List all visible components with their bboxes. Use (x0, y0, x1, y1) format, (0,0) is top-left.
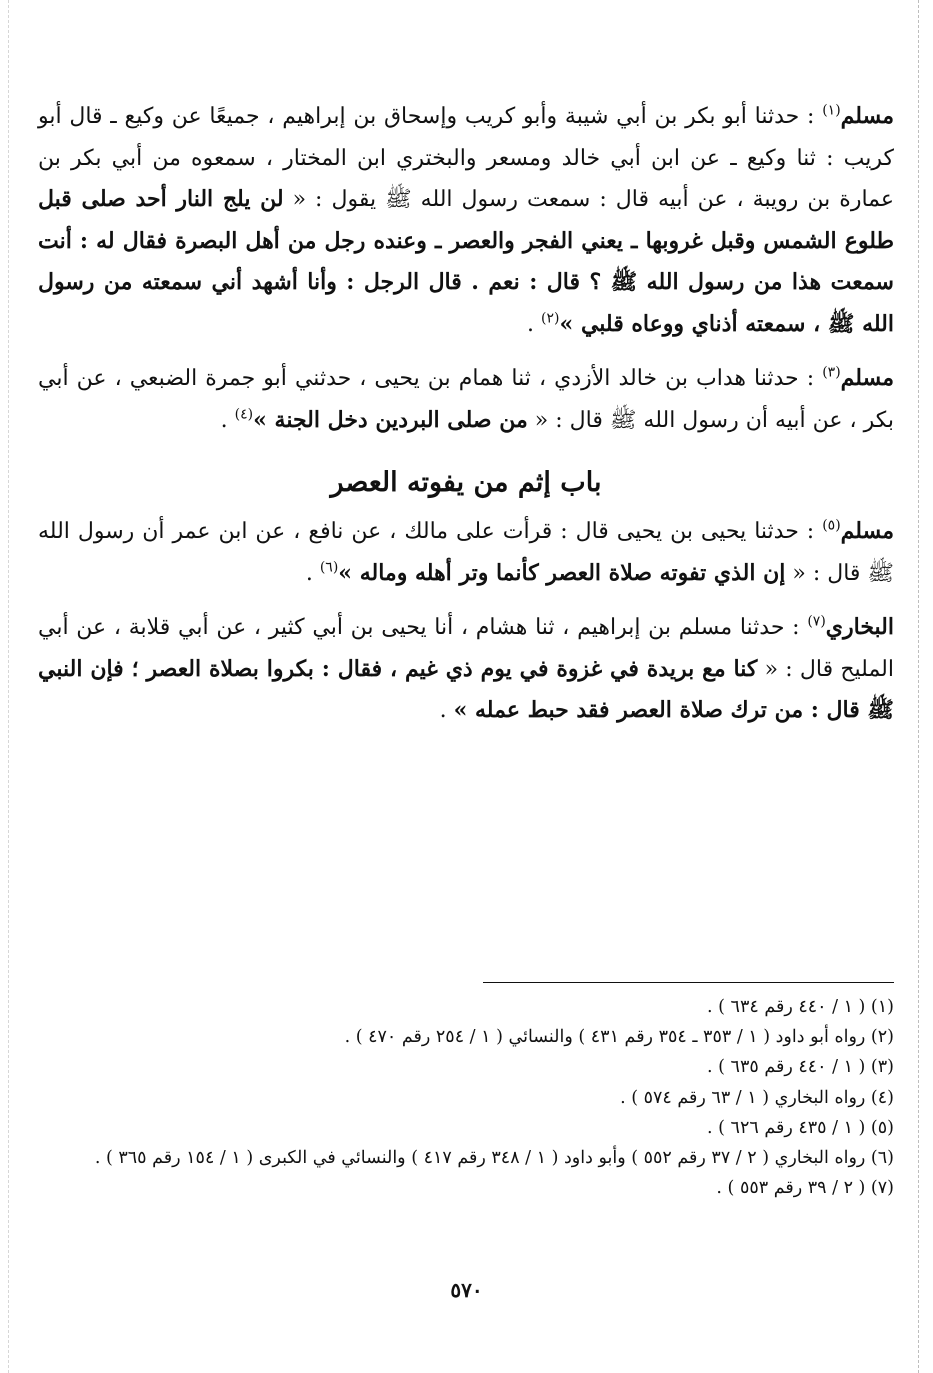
narrator: البخاري (825, 614, 894, 640)
hadith-text: كنا مع بريدة في غزوة في يوم ذي غيم ، فقال : بكروا بصلاة العصر ؛ فإن النبي ﷺ قال : من ترك صلاة العصر فقد حبط عمله (38, 655, 894, 723)
footnote-ref: (٥) (822, 517, 841, 534)
footnote-ref: (٢) (541, 310, 560, 327)
isnad-text: : حدثنا مسلم بن إبراهيم ، ثنا هشام ، أنا يحيى بن أبي كثير ، عن أبي قلابة ، عن أبي المليح قال : « (38, 615, 894, 682)
hadith-paragraph-3 (38, 511, 894, 594)
narrator: مسلم (840, 365, 894, 391)
hadith-text: من صلى البردين دخل الجنة (274, 406, 528, 433)
footnote-item: (٣) ( ١ / ٤٤٠ رقم ٦٣٥ ) . (707, 1057, 894, 1078)
hadith-text: إن الذي تفوته صلاة العصر كأنما وتر أهله وماله (359, 559, 786, 586)
footnote-ref: (٣) (822, 364, 841, 381)
isnad-text: : حدثنا يحيى بن يحيى قال : قرأت على مالك ، عن نافع ، عن ابن عمر أن رسول الله ﷺ قال : « (38, 519, 894, 586)
left-margin-line (8, 0, 9, 1373)
hadith-paragraph-2 (38, 358, 894, 441)
period: . (220, 407, 235, 433)
period: . (527, 311, 542, 337)
footnote-item: (٧) ( ٢ / ٣٩ رقم ٥٥٣ ) . (716, 1178, 894, 1199)
hadith-text: لن يلج النار أحد صلى قبل طلوع الشمس وقبل غروبها ـ يعني الفجر والعصر ـ وعنده رجل من أهل البصرة فقال له : أنت سمعت هذا من رسول الله ﷺ ؟ قال : نعم . قال الرجل : وأنا أشهد أني سمعته من رسول الله ﷺ ، سمعته أذناي ووعاه قلبي (38, 186, 894, 337)
chapter-title: باب إثم من يفوته العصر (330, 467, 602, 498)
period: . (305, 560, 320, 586)
footnote-item: (٥) ( ١ / ٤٣٥ رقم ٦٢٦ ) . (707, 1117, 894, 1138)
footnote-item: (٢) رواه أبو داود ( ١ / ٣٥٣ ـ ٣٥٤ رقم ٤٣١ ) والنسائي ( ١ / ٢٥٤ رقم ٤٧٠ ) . (344, 1027, 894, 1048)
hadith-paragraph-4 (38, 607, 894, 732)
isnad-text: : حدثنا هداب بن خالد الأزدي ، ثنا همام بن يحيى ، حدثني أبو جمرة الضبعي ، عن أبي بكر ، عن أبيه أن رسول الله ﷺ قال : « (38, 366, 894, 433)
footnote-ref: (٦) (319, 559, 339, 576)
footnote-ref: (٤) (234, 406, 254, 423)
footnote-ref: (٧) (807, 613, 826, 630)
footnote-item: (٦) رواه البخاري ( ٢ / ٣٧ رقم ٥٥٢ ) وأبو داود ( ١ / ٣٤٨ رقم ٤١٧ ) والنسائي في الكبرى ( ١ / ١٥٤ رقم ٣٦٥ ) . (94, 1148, 894, 1169)
right-margin-line (918, 0, 919, 1373)
footnotes (38, 992, 894, 1203)
quote-close: » (559, 310, 581, 337)
narrator: مسلم (840, 518, 894, 544)
period: . (439, 698, 454, 723)
footnote-ref: (١) (822, 102, 841, 119)
isnad-text: : حدثنا أبو بكر بن أبي شيبة وأبو كريب وإسحاق بن إبراهيم ، جميعًا عن وكيع ـ قال أبو كريب : ثنا وكيع ـ عن ابن أبي خالد ومسعر والبختري ابن المختار ، سمعوه من أبي بكر بن عمارة بن رويبة ، عن أبيه قال : سمعت رسول الله ﷺ يقول : « (38, 104, 895, 212)
page-number: ٥٧٠ (450, 1278, 483, 1302)
quote-close: » (453, 697, 476, 723)
quote-close: » (253, 406, 275, 433)
footnote-item: (١) ( ١ / ٤٤٠ رقم ٦٣٤ ) . (707, 997, 894, 1017)
hadith-paragraph-1 (38, 96, 894, 345)
footnote-item: (٤) رواه البخاري ( ١ / ٦٣ رقم ٥٧٤ ) . (620, 1087, 894, 1108)
main-text (38, 96, 894, 732)
narrator: مسلم (840, 103, 894, 129)
quote-close: » (338, 559, 360, 586)
footnote-separator (483, 982, 894, 983)
